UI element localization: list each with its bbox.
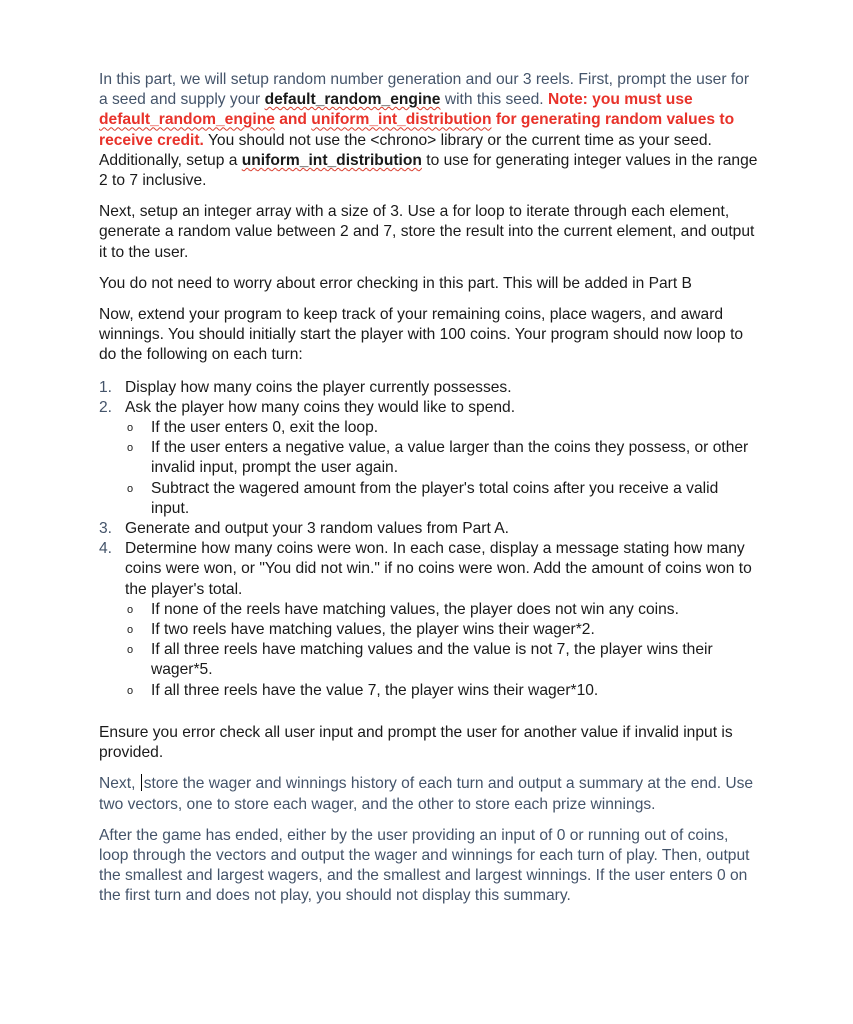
text-segment: Next, [99, 775, 140, 793]
list-item [99, 398, 759, 519]
note-code-term: uniform_int_distribution [311, 111, 492, 129]
document-body [99, 70, 759, 907]
paragraph-error-note: You do not need to worry about error checking in this part. This will be added in Part B [99, 274, 692, 292]
sub-list-item [125, 600, 759, 620]
paragraph-extend-program: Now, extend your program to keep track of your remaining coins, place wagers, and award winnings. You should initially start the player with 100 coins. Your program should now loop to do the following on each turn: [99, 306, 744, 364]
sub-list [125, 418, 759, 519]
paragraph-setup-random [99, 70, 759, 191]
bullet-circle-icon: o [127, 422, 134, 435]
list-item-text: Generate and output your 3 random values from Part A. [125, 520, 509, 538]
sub-list-item [125, 438, 759, 478]
code-term-uniform-int-distribution: uniform_int_distribution [241, 151, 422, 169]
bullet-circle-icon: o [127, 482, 134, 495]
sub-item-text: If two reels have matching values, the player wins their wager*2. [151, 621, 595, 639]
bullet-circle-icon: o [127, 644, 134, 657]
code-term-default-random-engine: default_random_engine [264, 91, 441, 109]
note-text: and [274, 111, 312, 129]
text-segment: In this part, we will setup random number generation and our 3 reels. First, prompt the user for a seed and supply your [99, 71, 750, 109]
sub-list-item [125, 640, 759, 680]
list-number: 3. [99, 520, 113, 538]
paragraph-error-check: Ensure you error check all user input and prompt the user for another value if invalid input is provided. [99, 723, 733, 762]
sub-item-text: If the user enters a negative value, a value larger than the coins they possess, or other invalid input, prompt the user again. [151, 439, 749, 477]
sub-item-text: If all three reels have matching values and the value is not 7, the player wins their wager*5. [151, 641, 713, 679]
note-code-term: default_random_engine [99, 111, 275, 129]
note-text: for generating random values to receive credit. [99, 111, 735, 149]
sub-item-text: If none of the reels have matching values, the player does not win any coins. [151, 600, 679, 618]
paragraph-array-setup: Next, setup an integer array with a size of 3. Use a for loop to iterate through each element, generate a random value between 2 and 7, store the result into the current element, and output it to the user. [99, 203, 755, 261]
text-cursor [141, 774, 142, 791]
sub-item-text: Subtract the wagered amount from the player's total coins after you receive a valid input. [151, 479, 719, 517]
list-item-text: Display how many coins the player currently possesses. [125, 378, 512, 396]
sub-list-item [125, 418, 759, 438]
list-item [99, 519, 759, 539]
sub-list-item [125, 620, 759, 640]
list-item [99, 378, 759, 398]
bullet-circle-icon: o [127, 603, 134, 616]
list-number: 1. [99, 378, 113, 396]
sub-list [125, 600, 759, 701]
sub-item-text: If all three reels have the value 7, the player wins their wager*10. [151, 681, 599, 699]
bullet-circle-icon: o [127, 624, 134, 637]
text-segment: to use for generating integer values in the range 2 to 7 inclusive. [99, 151, 758, 190]
list-item-text: Determine how many coins were won. In each case, display a message stating how many coins were won, or "You did not win." if no coins were won. Add the amount of coins won to the player's total. [125, 540, 752, 598]
sub-item-text: If the user enters 0, exit the loop. [151, 419, 379, 437]
note-text: Note: you must use [547, 91, 693, 109]
list-item-text: Ask the player how many coins they would like to spend. [125, 398, 516, 416]
bullet-circle-icon: o [127, 684, 134, 697]
list-number: 2. [99, 398, 113, 416]
steps-list [99, 378, 759, 701]
paragraph-history [99, 774, 759, 814]
text-segment: store the wager and winnings history of each turn and output a summary at the end. Use two vectors, one to store each wager, and the other to store each prize winnings. [99, 775, 754, 813]
paragraph-summary: After the game has ended, either by the user providing an input of 0 or running out of coins, loop through the vectors and output the wager and winnings for each turn of play. Then, output the smallest and largest wagers, and the smallest and largest winnings. If the user enters 0 on the first turn and does not play, you should not display this summary. [99, 826, 750, 905]
list-number: 4. [99, 540, 113, 558]
sub-list-item [125, 681, 759, 701]
text-segment: You should not use the <chrono> library or the current time as your seed. Additionally, setup a [99, 131, 712, 169]
text-segment: with this seed. [440, 91, 548, 109]
sub-list-item [125, 479, 759, 519]
list-item [99, 539, 759, 701]
bullet-circle-icon: o [127, 442, 134, 455]
